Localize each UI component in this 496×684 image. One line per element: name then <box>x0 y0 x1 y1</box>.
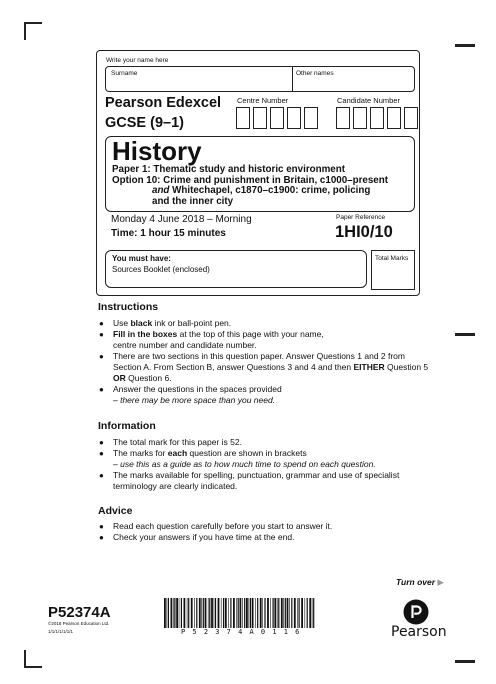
barcode-bar <box>305 598 306 628</box>
barcode-bar <box>274 598 276 628</box>
digit-box[interactable] <box>287 107 301 129</box>
barcode-bar <box>205 598 207 628</box>
digit-box[interactable] <box>353 107 367 129</box>
series-code: 1/1/1/1/1/1/1 <box>48 629 74 634</box>
barcode-bar <box>214 598 215 628</box>
paper-and: and <box>152 185 170 196</box>
must-have-item: Sources Booklet (enclosed) <box>112 265 210 274</box>
edge-mark <box>455 44 475 47</box>
information-list <box>98 437 478 492</box>
paper-line: Option 10: Crime and punishment in Britain, c1000–present <box>112 174 389 186</box>
text-italic: – there may be more space than you need. <box>113 395 276 405</box>
instructions-heading: Instructions <box>98 301 159 313</box>
barcode-bar <box>215 598 216 628</box>
barcode-bar <box>208 598 209 628</box>
barcode-bar <box>218 598 220 628</box>
barcode-bar <box>171 598 173 628</box>
must-have-title: You must have: <box>112 254 171 263</box>
total-marks-label: Total Marks <box>375 255 409 262</box>
list-item <box>98 437 478 448</box>
other-names-label: Other names <box>296 70 334 77</box>
write-name-label: Write your name here <box>106 57 169 64</box>
barcode-bar <box>289 598 290 628</box>
list-item <box>98 470 478 492</box>
text-bold: Fill in the boxes <box>113 329 178 339</box>
list-item <box>98 448 478 470</box>
centre-number-boxes[interactable] <box>236 107 318 129</box>
barcode-bar <box>164 598 166 628</box>
barcode-bar <box>270 598 271 628</box>
barcode-bar <box>313 598 314 628</box>
barcode-bar <box>223 598 224 628</box>
barcode-bar <box>291 598 292 628</box>
barcode-bar <box>264 598 265 628</box>
barcode-bar <box>273 598 274 628</box>
paper-reference-label: Paper Reference <box>336 214 386 221</box>
digit-box[interactable] <box>336 107 350 129</box>
barcode-bar <box>262 598 263 628</box>
barcode-bar <box>209 598 210 628</box>
text-bold: OR <box>113 373 126 383</box>
barcode-bar <box>194 598 195 628</box>
digit-box[interactable] <box>270 107 284 129</box>
paper-code: P52374A <box>48 604 111 621</box>
barcode-bar <box>285 598 286 628</box>
surname-label: Surname <box>111 70 138 77</box>
text: Check your answers if you have time at the end. <box>113 532 295 542</box>
barcode-bar <box>187 598 188 628</box>
barcode-bar <box>221 598 222 628</box>
arrow-right-icon: ▶ <box>437 577 444 587</box>
barcode-bar <box>301 598 303 628</box>
paper-line: Paper 1: Thematic study and historic environment <box>112 164 346 175</box>
barcode-bar <box>176 598 178 628</box>
barcode-bar <box>246 598 248 628</box>
barcode-bar <box>299 598 300 628</box>
list-item <box>98 351 478 384</box>
copyright: ©2018 Pearson Education Ltd. <box>48 621 110 626</box>
barcode-bar <box>203 598 204 628</box>
centre-number-label: Centre Number <box>237 96 289 105</box>
crop-mark-bottom-left <box>24 666 42 668</box>
exam-time: Time: 1 hour 15 minutes <box>111 228 226 239</box>
text: at the top of this page with your name, <box>177 329 324 339</box>
barcode-bar <box>188 598 189 628</box>
advice-list <box>98 521 478 543</box>
barcode-bar <box>230 598 231 628</box>
barcode-bar <box>260 598 262 628</box>
list-item <box>98 532 478 543</box>
subject-title: History <box>112 136 202 166</box>
barcode-bar <box>225 598 227 628</box>
barcode-bar <box>240 598 242 628</box>
publisher-name: Pearson <box>391 624 447 640</box>
text: Question 5 <box>384 362 429 372</box>
barcode-bar <box>267 598 269 628</box>
turn-over-text: Turn over <box>396 577 436 587</box>
barcode-bar <box>181 598 182 628</box>
barcode-bar <box>287 598 289 628</box>
turn-over-label <box>396 577 444 588</box>
list-item <box>98 318 478 329</box>
paper-line-rest: Whitechapel, c1870–c1900: crime, policing <box>169 185 371 196</box>
candidate-number-label: Candidate Number <box>337 96 400 105</box>
barcode-bar <box>250 598 251 628</box>
edge-mark <box>455 660 475 663</box>
qualification-level: GCSE (9–1) <box>105 115 184 131</box>
paper-description <box>112 165 388 207</box>
text: Question 6. <box>125 373 172 383</box>
text: The marks available for spelling, punctuation, grammar and use of specialist <box>113 470 400 480</box>
digit-box[interactable] <box>304 107 318 129</box>
barcode-bar <box>278 598 279 628</box>
barcode <box>164 598 316 628</box>
text: ink or ball-point pen. <box>152 318 232 328</box>
barcode-bar <box>307 598 308 628</box>
barcode-bar <box>196 598 197 628</box>
instructions-list <box>98 318 478 406</box>
barcode-bar <box>168 598 169 628</box>
text: Answer the questions in the spaces provided <box>113 384 282 394</box>
list-item <box>98 329 478 351</box>
barcode-bar <box>252 598 254 628</box>
text-bold: each <box>167 448 188 458</box>
barcode-bar <box>249 598 250 628</box>
list-item <box>98 521 478 532</box>
brand-name: Pearson Edexcel <box>105 95 222 111</box>
barcode-bar <box>199 598 201 628</box>
text-italic: – use this as a guide as to how much time to spend on each question. <box>113 459 376 469</box>
paper-line <box>112 186 388 197</box>
barcode-bar <box>201 598 202 628</box>
barcode-bar <box>283 598 284 628</box>
name-divider <box>292 66 293 92</box>
barcode-bar <box>211 598 213 628</box>
barcode-bar <box>312 598 313 628</box>
barcode-bar <box>167 598 168 628</box>
barcode-bar <box>242 598 243 628</box>
barcode-bar <box>191 598 193 628</box>
text: Read each question carefully before you start to answer it. <box>113 521 333 531</box>
barcode-bar <box>255 598 256 628</box>
text: Use <box>113 318 131 328</box>
barcode-bar <box>309 598 311 628</box>
exam-date: Monday 4 June 2018 – Morning <box>111 214 252 225</box>
digit-box[interactable] <box>404 107 418 129</box>
digit-box[interactable] <box>387 107 401 129</box>
barcode-bar <box>277 598 278 628</box>
barcode-bar <box>236 598 237 628</box>
paper-reference: 1HI0/10 <box>335 223 393 241</box>
barcode-bar <box>297 598 298 628</box>
text-bold: black <box>130 318 153 328</box>
barcode-bar <box>179 598 180 628</box>
text: There are two sections in this question paper. Answer Questions 1 and 2 from <box>113 351 405 361</box>
information-heading: Information <box>98 420 156 432</box>
text-bold: EITHER <box>353 362 385 372</box>
text: centre number and candidate number. <box>113 340 257 350</box>
paper-line: and the inner city <box>152 195 234 207</box>
barcode-number: P52374A0116 <box>181 628 307 636</box>
barcode-bar <box>173 598 174 628</box>
barcode-bar <box>294 598 296 628</box>
text: The total mark for this paper is 52. <box>113 437 242 447</box>
barcode-bar <box>184 598 186 628</box>
barcode-bar <box>174 598 175 628</box>
candidate-number-boxes[interactable] <box>336 107 418 129</box>
barcode-bar <box>238 598 239 628</box>
name-field[interactable] <box>105 66 415 92</box>
text: The marks for <box>113 448 168 458</box>
crop-mark-top-left <box>24 22 26 40</box>
advice-heading: Advice <box>98 505 133 517</box>
crop-mark-top-left <box>24 22 42 24</box>
text: Section A. From Section B, answer Questions 3 and 4 and then <box>113 362 354 372</box>
text: question are shown in brackets <box>187 448 307 458</box>
digit-box[interactable] <box>253 107 267 129</box>
barcode-bar <box>281 598 283 628</box>
barcode-bar <box>244 598 245 628</box>
digit-box[interactable] <box>370 107 384 129</box>
barcode-bar <box>233 598 235 628</box>
text: terminology are clearly indicated. <box>113 481 238 491</box>
barcode-bar <box>257 598 258 628</box>
digit-box[interactable] <box>236 107 250 129</box>
list-item <box>98 384 478 406</box>
barcode-bar <box>228 598 229 628</box>
pearson-logo-icon <box>403 599 429 625</box>
